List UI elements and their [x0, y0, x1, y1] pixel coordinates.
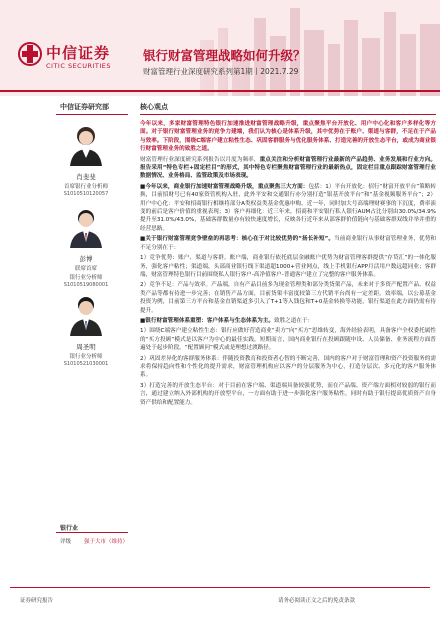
report-title: 银行财富管理战略如何升级？ — [143, 48, 306, 63]
system-reshape-text: 致胜之道在于： — [273, 317, 314, 324]
series-intro-lead: 财富管理行业深度研究系列报告以月度为频率， — [140, 156, 260, 163]
logo-english-text: CITIC SECURITIES — [46, 62, 112, 70]
analyst-name: 周圣明 — [76, 343, 96, 351]
citic-logo-mark-icon — [18, 42, 42, 66]
strategy-upgrade-text: 包括：1）平台开放化：招行“财富开放平台”策略转换，目前招财号已有40家资管机构入驻，此外平安和交通银行亦分别打造“银基开放平台”和“基金视频服务平台”；2）用户中心化：平安和招商银行相继将部分A类权益类基金优惠申购，近一年，同时加大号高端理财赛事的下沉度，费率演变的前后是客户价值的重视表现；3）客户再细化：近三年来，招商和平安银行私人银行AUM占比分别由30.0%/34.9%提升至31.0%/43.0%，基础客群数量亦有较快速度增长，反映各行近年来从部客群价值链向与基础客群双线并举并重的经营思路。 — [140, 183, 436, 232]
analyst-role: 首席银行业分析师 — [63, 184, 108, 190]
series-intro-bold: 重点关注和分析财富管理行业最新的产品趋势、业务发展和行业方向。报告采用“特色专栏+固定栏目”的形式，其中特色专栏聚焦财富管理行业的最新热点，固定栏目重点跟踪财富管理行业数据情况、业务格局、监管政策及市场表现。 — [140, 156, 436, 180]
analyst-name: 彭博 — [79, 255, 93, 263]
analyst-name: 肖斐斐 — [76, 173, 96, 181]
analyst-sidebar — [0, 96, 132, 576]
analyst-role: 联席首席 — [74, 266, 97, 272]
advantages-paragraph: 1）竞争优势：账户、渠道与客群。账户端，商业银行依托底层金融账户优势为财富管理客群提供“存贷汇”的一体化服务，强化客户粘性；渠道端，头部商业银行线下渠道超1000+营业网点，线上手机银行APP月活用户数远超同业；客群端，财富管理特色银行目前围绕私人银行客户-高净值客户-普通客户建立了完整的客户服务体系。 — [140, 255, 436, 278]
system-reshape-lead: ■银行财富管理体系重塑： — [140, 317, 207, 324]
summary-text: 今年以来，多家财富管理特色银行加速推进财富管理战略升级，重点聚焦平台开放化、用户中心化和客户多样化等方面。对于银行财富管理业务的竞争力建端，我们认为核心是体系升级，其中优势在于账户、渠道与客群，不足在于产品与效率。下阶段，围绕C端客户建立粘性生态、巩固客群服务与优化服务体系、打造完善的开放生态平台，或成为商业银行财富管理业务的致胜之道。 — [140, 121, 436, 153]
analyst-card — [40, 122, 132, 197]
analyst-photo — [66, 204, 106, 248]
analyst-license-id: S1010519080001 — [63, 282, 109, 288]
analyst-photo — [66, 122, 106, 166]
analyst-license-id: S1010510120057 — [63, 191, 109, 197]
section-title: 核心观点 — [140, 103, 168, 111]
industry-divider — [56, 532, 128, 533]
footer-divider — [10, 587, 430, 588]
department-divider — [56, 114, 128, 115]
report-subtitle: 财富管理行业深度研究系列第1期丨2021.7.29 — [143, 67, 299, 76]
analyst-card — [40, 204, 132, 288]
report-body — [140, 120, 436, 409]
open-platform-paragraph: 3）打造完善的开放生态平台：对于目前在客户端、渠道端具备较强优势，而在产品端、资产端方面相对较弱的银行而言，通过建立纳入外部机构的开放型平台，一方面有助于进一步强化客户服务粘性，同时有助于银行提高优质资产自身资产供给和配置能力。 — [140, 382, 436, 406]
footer-disclaimer: 请务必阅读正文之后的免责条款 — [278, 598, 356, 604]
competitive-barrier-text: 当前商业银行从事财富管理业务，优势和不足分别在于： — [140, 236, 436, 251]
competitive-barrier-lead: ■关于银行财富管理竞争壁垒的再思考： — [140, 236, 242, 243]
report-header — [0, 0, 440, 96]
shortcomings-paragraph: 2）竞争不足：产品与效率。产品端，自有产品目前多为现金管理类和部分类货架产品，未来对于多资产配置产品、权益类产品等都有待进一步完善；在销售产品方面，目前货架丰富度较第三方代销平台尚有一定差距。效率端，以公募基金投资为例，目前第三方平台和基金直销渠道多引入了T+1等入钱包和T+0基金转换等功能，银行渠道在此方面仍需有待提升。 — [140, 282, 436, 314]
system-reshape-paragraph — [140, 317, 436, 325]
analyst-role-secondary: 银行业分析师 — [69, 275, 103, 281]
summary-paragraph — [140, 120, 436, 154]
rating-label: 评级 — [60, 539, 72, 545]
system-reshape-bold: 客户体系与生态体系为主。 — [206, 317, 274, 324]
client-service-paragraph: 2）巩固差异化的客群服务体系：伴随投资教育和投资者心智的不断完善，国内的客户对于财富管理和资产投资服务的需求将保持趋向性和个性化的提升需求，财富管理机构应以客户的分层服务为中心，打造分层次、多元化的客户服务体系。 — [140, 355, 436, 379]
header-divider — [0, 90, 440, 92]
citic-logo — [18, 38, 118, 78]
section-divider — [140, 114, 436, 115]
c-end-ecosystem-paragraph: 1）围绕C端客户建立粘性生态：银行应做好营造商业“卖方”向“买方”思维转变，海外经验表明，具备客户全权委托属性的“买方投顾”模式是以客户为中心的最佳实践，短期而言，国内商业银行在投顾跟随申设、人员储备、业务流程方面普遍处于起步阶段，“配置顾问”模式或是理想过渡路径。 — [140, 328, 436, 352]
industry-label: 银行业 — [60, 525, 79, 532]
rating-value: 强于大市（维持） — [84, 539, 129, 545]
logo-chinese-text: 中信证券 — [46, 44, 111, 62]
competitive-barrier-paragraph — [140, 235, 436, 252]
competitive-barrier-bold: 核心在于对比较优势的“扬长补短”。 — [241, 236, 335, 243]
analyst-card — [40, 292, 132, 367]
analyst-photo — [66, 292, 106, 336]
strategy-upgrade-bold: 重点聚焦三大方面： — [257, 183, 309, 190]
department-label: 中信证券研究部 — [60, 103, 109, 111]
strategy-upgrade-paragraph — [140, 183, 436, 233]
footer-report-type: 证券研究报告 — [20, 598, 54, 604]
analyst-role: 银行业分析师 — [69, 354, 103, 360]
strategy-upgrade-lead: ■今年以来，商业银行加速财富管理战略升级， — [140, 183, 258, 190]
analyst-license-id: S1010521030001 — [63, 361, 109, 367]
series-intro-paragraph — [140, 156, 436, 181]
